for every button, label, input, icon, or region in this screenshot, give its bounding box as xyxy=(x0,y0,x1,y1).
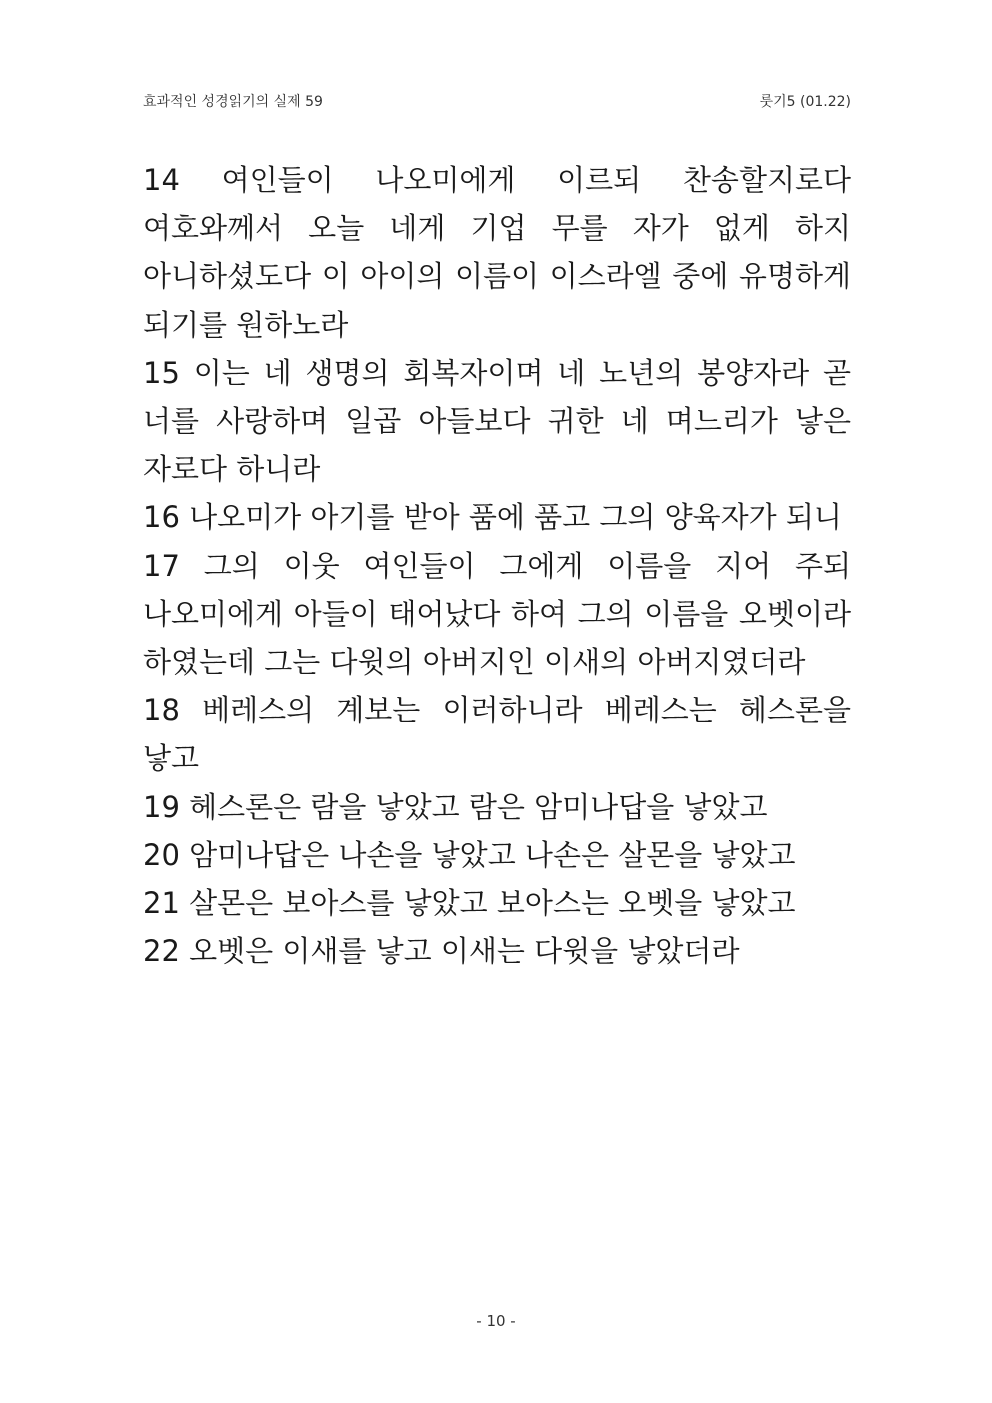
verse-20: 20 암미나답은 나손을 낳았고 나손은 살몬을 낳았고 xyxy=(143,837,796,872)
verse-14: 14 여인들이 나오미에게 이르되 찬송할지로다 여호와께서 오늘 네게 기업 무를 자가 없게 하지 아니하셨도다 이 아이의 이름이 이스라엘 중에 유명하게 되기를 원하노라 xyxy=(143,163,851,342)
page-header xyxy=(143,91,851,113)
verse-17: 17 그의 이웃 여인들이 그에게 이름을 지어 주되 나오미에게 아들이 태어났다 하여 그의 이름을 오벳이라 하였는데 그는 다윗의 아버지인 이새의 아버지였더라 xyxy=(143,548,851,680)
verse-16: 16 나오미가 아기를 받아 품에 품고 그의 양육자가 되니 xyxy=(143,500,842,535)
verse-19: 19 헤스론은 람을 낳았고 람은 암미나답을 낳았고 xyxy=(143,789,768,824)
verse-22: 22 오벳은 이새를 낳고 이새는 다윗을 낳았더라 xyxy=(143,934,740,969)
chapter-reference: 룻기5 (01.22) xyxy=(759,94,851,110)
verse-21: 21 살몬은 보아스를 낳았고 보아스는 오벳을 낳았고 xyxy=(143,886,796,921)
verse-18: 18 베레스의 계보는 이러하니라 베레스는 헤스론을 낳고 xyxy=(143,693,851,776)
page-number: - 10 - xyxy=(476,1312,516,1330)
book-title: 효과적인 성경읽기의 실제 59 xyxy=(143,94,323,110)
scripture-body xyxy=(143,156,851,975)
verse-15: 15 이는 네 생명의 회복자이며 네 노년의 봉양자라 곧 너를 사랑하며 일곱 아들보다 귀한 네 며느리가 낳은 자로다 하니라 xyxy=(143,355,851,487)
